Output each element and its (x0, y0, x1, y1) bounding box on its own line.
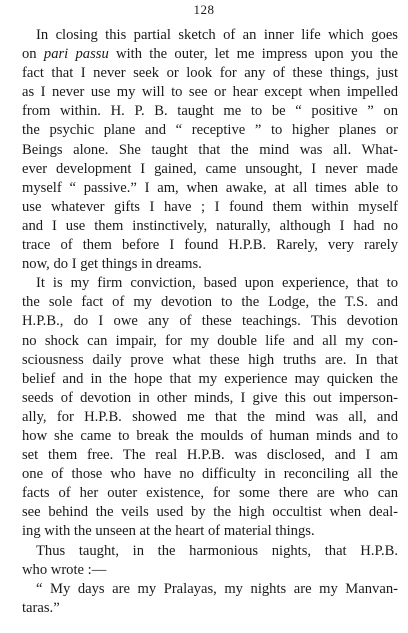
text-line: how she came to break the moulds of human minds and to (22, 427, 398, 444)
text-line: on pari passu with the outer, let me impress upon you the (22, 46, 398, 63)
text-line: see behind the veils used by the high occultist when deal- (22, 504, 398, 521)
text-line: as I never use my will to see or hear except when impelled (22, 84, 398, 101)
text-line: seeds of devotion in other minds, I give this out imperson- (22, 389, 398, 406)
italic-phrase: pari passu (43, 46, 109, 63)
text-line: In closing this partial sketch of an inner life which goes (36, 27, 398, 43)
text-line: Beings alone. She taught that the mind was all. What- (22, 141, 398, 158)
text-line: fact that I never seek or look for any of these things, just (22, 65, 398, 82)
text-line: set them free. The real H.P.B. was disclosed, and I am (22, 447, 398, 464)
text-line: the psychic plane and “ receptive ” to higher planes or (22, 122, 398, 139)
body-text (22, 26, 398, 618)
text-line: ally, for H.P.B. showed me that the mind was all, and (22, 408, 398, 425)
text-line: H.P.B., do I owe any of these teachings. This devotion (22, 313, 398, 330)
text-line: from within. H. P. B. taught me to be “ positive ” on (22, 103, 398, 120)
text-line: belief and in the hope that my experience may quicken the (22, 370, 398, 387)
page-number: 128 (193, 2, 215, 17)
text-line: who wrote :— (22, 561, 107, 578)
text-line: one of those who have no difficulty in reconciling all the (22, 466, 398, 483)
text-line: now, do I get things in dreams. (22, 256, 202, 273)
text-line: myself “ passive.” I am, when awake, at all times able to (22, 179, 398, 196)
text-line: no shock can impair, for my double life and all my con- (22, 332, 398, 349)
text-line: trace of them before I found H.P.B. Rarely, very rarely (22, 237, 398, 254)
text-line: sciousness daily prove what these high truths are. In that (22, 351, 398, 368)
text-line: Thus taught, in the harmonious nights, that H.P.B. (36, 542, 398, 559)
text-line: taras.” (22, 599, 60, 616)
text-line: ing with the unseen at the heart of material things. (22, 523, 315, 540)
text-line: the sole fact of my devotion to the Lodge, the T.S. and (22, 294, 398, 311)
text-line: use whatever gifts I have ; I found them within myself (22, 198, 398, 215)
text-line: and I use them instinctively, naturally, although I had no (22, 217, 398, 234)
text-line: “ My days are my Pralayas, my nights are my Manvan- (36, 580, 398, 597)
text-line: It is my firm conviction, based upon experience, that to (36, 275, 398, 292)
text-line: facts of her outer existence, for some there are who can (22, 485, 398, 502)
text-line: ever development I gained, came unsought, I never made (22, 160, 398, 177)
